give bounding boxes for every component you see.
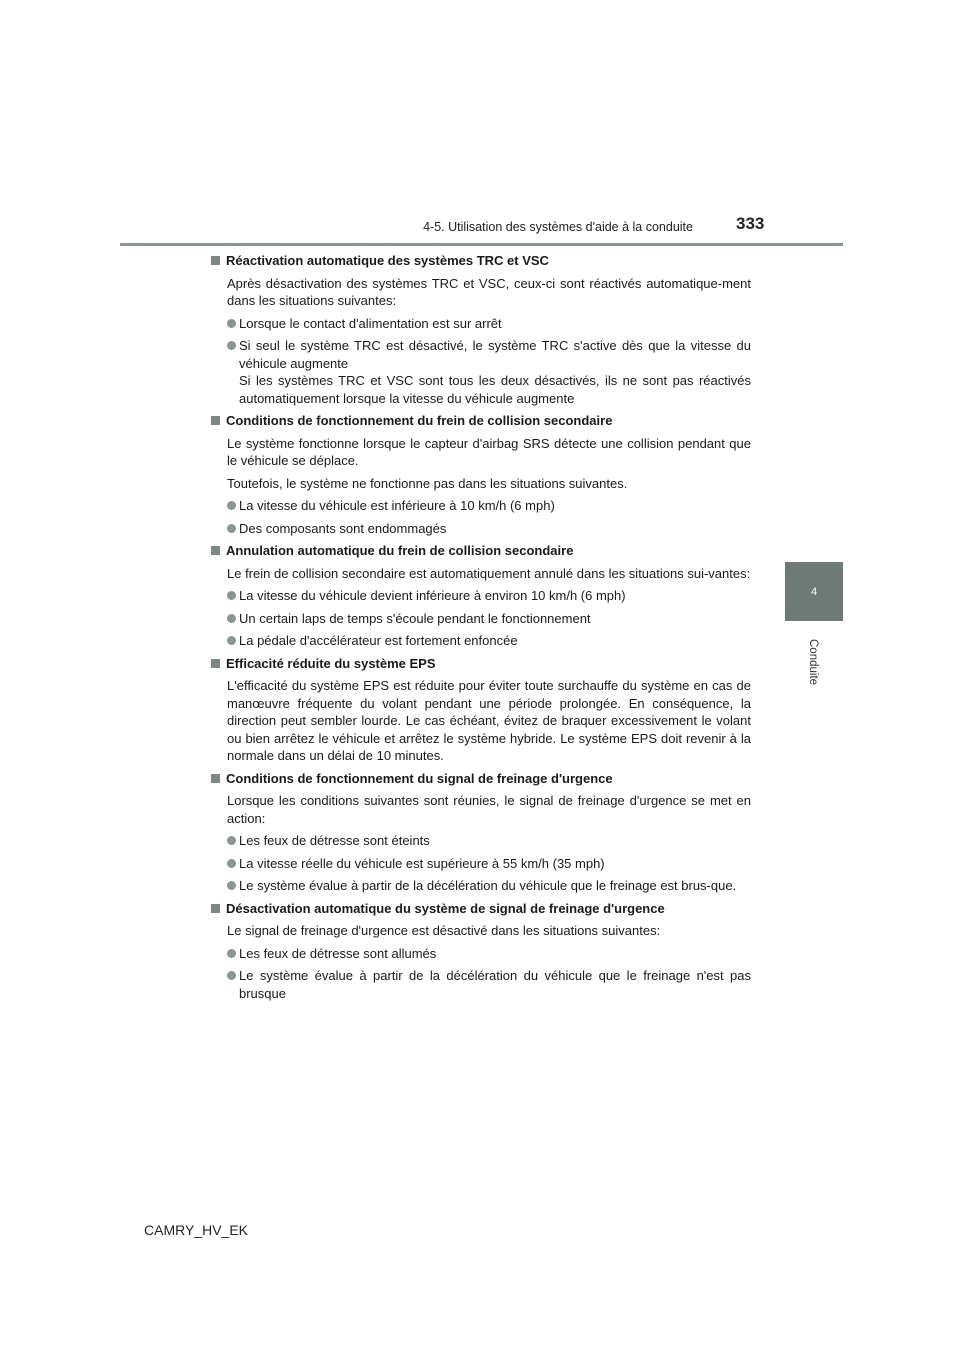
section-heading: Réactivation automatique des systèmes TRC et VSC xyxy=(211,252,751,270)
section-emergency-brake-signal-conditions xyxy=(211,770,751,895)
list-item xyxy=(211,855,751,873)
list-item xyxy=(211,337,751,407)
header-divider xyxy=(120,243,843,246)
page-content xyxy=(211,252,751,1007)
paragraph: Toutefois, le système ne fonctionne pas dans les situations suivantes. xyxy=(227,475,628,491)
chapter-tab xyxy=(785,562,843,621)
list-item xyxy=(211,315,751,333)
list-item xyxy=(211,945,751,963)
bullet-text: Lorsque le contact d'alimentation est sur arrêt xyxy=(239,315,502,331)
chapter-number: 4 xyxy=(810,585,818,598)
bullet-text: La vitesse réelle du véhicule est supérieure à 55 km/h (35 mph) xyxy=(239,855,605,871)
section-emergency-brake-signal-deactivation xyxy=(211,900,751,1003)
section-heading: Conditions de fonctionnement du frein de collision secondaire xyxy=(211,412,751,430)
section-eps-reduced xyxy=(211,655,751,765)
bullet-text: La vitesse du véhicule devient inférieure à environ 10 km/h (6 mph) xyxy=(239,588,626,603)
bullet-text: La pédale d'accélérateur est fortement enfoncée xyxy=(239,633,518,648)
bullet-continuation: Si les systèmes TRC et VSC sont tous les deux désactivés, ils ne sont pas réactivés automatiquement lorsque la vitesse du véhicule augmente xyxy=(239,373,751,406)
model-code: CAMRY_HV_EK xyxy=(144,1222,249,1238)
section-heading: Efficacité réduite du système EPS xyxy=(211,655,751,673)
paragraph: Le système fonctionne lorsque le capteur d'airbag SRS détecte une collision pendant que le véhicule se déplace. xyxy=(227,435,751,468)
paragraph: Après désactivation des systèmes TRC et VSC, ceux-ci sont réactivés automatique-ment dans les situations suivantes: xyxy=(227,275,751,308)
bullet-text: La vitesse du véhicule est inférieure à 10 km/h (6 mph) xyxy=(239,498,555,513)
paragraph: L'efficacité du système EPS est réduite pour éviter toute surchauffe du système en cas de manœuvre fréquente du volant pendant une période prolongée. En conséquence, la direction peut sembler lourde. Le cas échéant, évitez de braquer excessivement le volant ou bien arrêtez le véhicule et arrêtez le système hybride. Le système EPS doit revenir à la normale dans un délai de 10 minutes. xyxy=(227,678,751,763)
list-item xyxy=(211,632,751,650)
list-item xyxy=(211,877,751,895)
bullet-text: Le système évalue à partir de la décélération du véhicule que le freinage n'est pas brusque xyxy=(239,968,751,1001)
list-item xyxy=(211,520,751,538)
list-item xyxy=(211,587,751,605)
paragraph: Le frein de collision secondaire est automatiquement annulé dans les situations sui-vantes: xyxy=(227,565,751,581)
section-heading: Désactivation automatique du système de signal de freinage d'urgence xyxy=(211,900,751,918)
section-trc-vsc-reactivation xyxy=(211,252,751,407)
chapter-label: Conduite xyxy=(807,638,819,686)
page-number: 333 xyxy=(736,214,765,233)
section-secondary-collision-conditions xyxy=(211,412,751,537)
bullet-text: Des composants sont endommagés xyxy=(239,520,447,536)
bullet-text: Un certain laps de temps s'écoule pendant le fonctionnement xyxy=(239,610,591,626)
list-item xyxy=(211,967,751,1002)
bullet-text: Les feux de détresse sont éteints xyxy=(239,833,430,848)
list-item xyxy=(211,497,751,515)
list-item xyxy=(211,832,751,850)
paragraph: Le signal de freinage d'urgence est désactivé dans les situations suivantes: xyxy=(227,923,661,938)
list-item xyxy=(211,610,751,628)
bullet-text: Si seul le système TRC est désactivé, le système TRC s'active dès que la vitesse du véhicule augmente xyxy=(239,338,751,371)
section-heading: Annulation automatique du frein de collision secondaire xyxy=(211,542,751,560)
section-title: 4-5. Utilisation des systèmes d'aide à la conduite xyxy=(423,220,693,234)
section-secondary-collision-cancel xyxy=(211,542,751,650)
bullet-text: Le système évalue à partir de la décélération du véhicule que le freinage est brus-que. xyxy=(239,878,737,893)
section-heading: Conditions de fonctionnement du signal de freinage d'urgence xyxy=(211,770,751,788)
bullet-text: Les feux de détresse sont allumés xyxy=(239,945,437,961)
paragraph: Lorsque les conditions suivantes sont réunies, le signal de freinage d'urgence se met en action: xyxy=(227,793,751,826)
